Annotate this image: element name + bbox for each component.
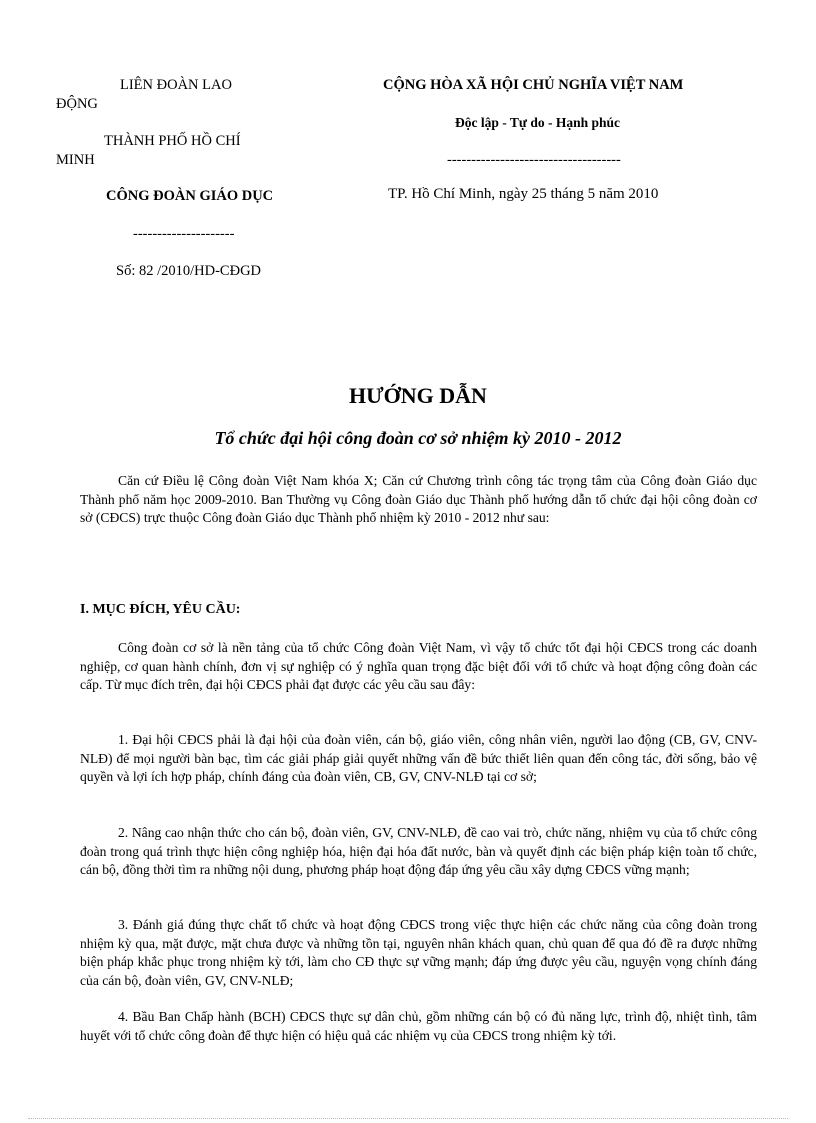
country-name: CỘNG HÒA XÃ HỘI CHỦ NGHĨA VIỆT NAM	[383, 77, 684, 93]
org-city-line-wrap: MINH	[56, 152, 95, 168]
requirement-item-4: 4. Bầu Ban Chấp hành (BCH) CĐCS thực sự dân chủ, gồm những cán bộ có đủ năng lực, trình độ, nhiệt tình, tâm huyết với tổ chức công đoàn để thực hiện có hiệu quả các nhiệm vụ của CĐCS trong nhiệm kỳ tới.	[80, 1009, 757, 1043]
national-motto: Độc lập - Tự do - Hạnh phúc	[455, 115, 621, 130]
org-name-line1-wrap: ĐỘNG	[56, 96, 98, 112]
org-name-line1: LIÊN ĐOÀN LAO	[120, 77, 232, 93]
union-name: CÔNG ĐOÀN GIÁO DỤC	[106, 188, 274, 204]
section-heading: I. MỤC ĐÍCH, YÊU CẦU:	[80, 602, 241, 617]
place-date: TP. Hồ Chí Minh, ngày 25 tháng 5 năm 2010	[388, 186, 659, 202]
requirement-item-1: 1. Đại hội CĐCS phải là đại hội của đoàn viên, cán bộ, giáo viên, công nhân viên, người lao động (CB, GV, CNV-NLĐ) để mọi người bàn bạc, tìm các giải pháp giải quyết những vấn đề bức thiết liên quan đến công tác, đời sống, bảo vệ quyền và lợi ích hợp pháp, chính đáng của đoàn viên, CB, GV, CNV-NLĐ tại cơ sở;	[80, 732, 757, 784]
right-divider: ------------------------------------	[447, 152, 621, 168]
document-number: Số: 82 /2010/HD-CĐGD	[116, 263, 262, 279]
document-title: HƯỚNG DẪN	[349, 383, 487, 408]
intro-paragraph: Căn cứ Điều lệ Công đoàn Việt Nam khóa X; Căn cứ Chương trình công tác trọng tâm của Công đoàn Giáo dục Thành phố năm học 2009-2010. Ban Thường vụ Công đoàn Giáo dục Thành phố hướng dẫn tổ chức đại hội công đoàn cơ sở (CĐCS) trực thuộc Công đoàn Giáo dục Thành phố nhiệm kỳ 2010 - 2012 như sau:	[80, 473, 757, 525]
requirement-item-2: 2. Nâng cao nhận thức cho cán bộ, đoàn viên, GV, CNV-NLĐ, đề cao vai trò, chức năng, nhiệm vụ của tổ chức công đoàn trong quá trình thực hiện công nghiệp hóa, hiện đại hóa đất nước, bàn và quyết định các biện pháp kiện toàn tổ chức, cán bộ, đồng thời tìm ra những nội dung, phương pháp hoạt động đáp ứng yêu cầu xây dựng CĐCS vững mạnh;	[80, 825, 757, 877]
document-subtitle: Tổ chức đại hội công đoàn cơ sở nhiệm kỳ 2010 - 2012	[214, 428, 622, 448]
requirement-item-3: 3. Đánh giá đúng thực chất tổ chức và hoạt động CĐCS trong việc thực hiện các chức năng của công đoàn trong nhiệm kỳ qua, mặt được, mặt chưa được và những tồn tại, nguyên nhân khách quan, chủ quan để qua đó đề ra được những biện pháp khắc phục trong nhiệm kỳ tới, làm cho CĐ thực sự vững mạnh; đáp ứng được yêu cầu, nguyện vọng chính đáng của cán bộ, đoàn viên, GV, CNV-NLĐ;	[80, 917, 757, 988]
left-divider: ---------------------	[133, 226, 235, 242]
page-bottom-rule	[28, 1118, 788, 1119]
org-city-line: THÀNH PHỐ HỒ CHÍ	[104, 133, 241, 149]
section-lead-paragraph: Công đoàn cơ sở là nền tảng của tổ chức Công đoàn Việt Nam, vì vậy tổ chức tốt đại hội CĐCS trong các doanh nghiệp, cơ quan hành chính, đơn vị sự nghiệp có ý nghĩa quan trọng đặc biệt đối với tổ chức và hoạt động công đoàn các cấp. Từ mục đích trên, đại hội CĐCS phải đạt được các yêu cầu sau đây:	[80, 640, 757, 692]
